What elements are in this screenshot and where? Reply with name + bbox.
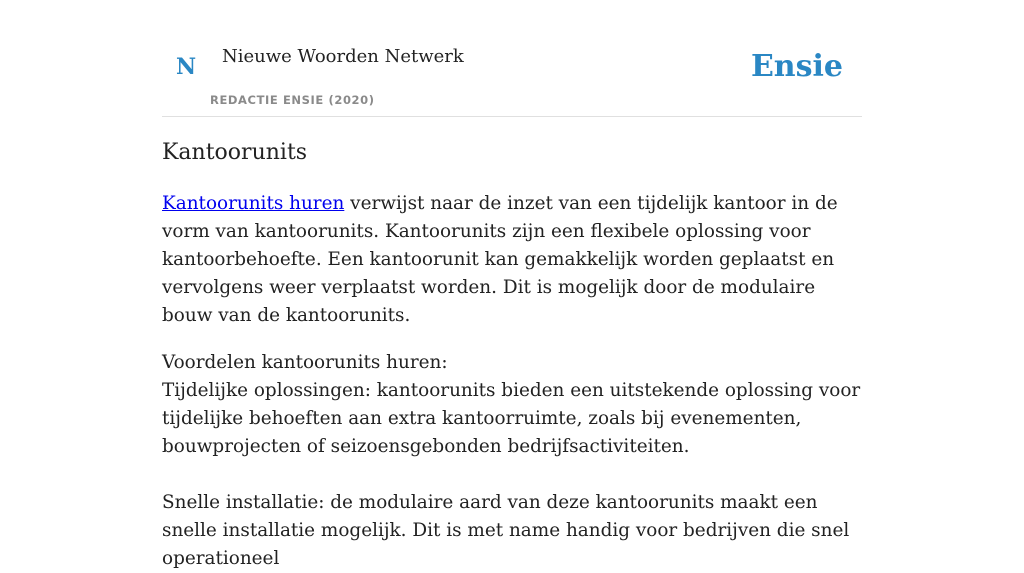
intro-text: verwijst naar de inzet van een tijdelijk kantoor in de vorm van kantoorunits. Kantoorunits zijn een flexibele oplossing voor kantoorbehoefte. Een kantoorunit kan gemakkelijk worden geplaatst en vervolgens weer verplaatst worden. Dit is mogelijk door de modulaire bouw van de kantoorunits. xyxy=(162,193,838,327)
article xyxy=(162,140,862,573)
source-header xyxy=(162,0,862,117)
source-byline: REDACTIE ENSIE (2020) xyxy=(210,93,375,107)
advantages-heading: Voordelen kantoorunits huren: xyxy=(162,352,448,374)
page-title: Kantoorunits xyxy=(162,140,308,165)
advantage-quick-installation: Snelle installatie: de modulaire aard van deze kantoorunits maakt een snelle installatie mogelijk. Dit is met name handig voor bedrijven die snel operationeel xyxy=(162,492,850,570)
source-name-link[interactable]: Nieuwe Woorden Netwerk xyxy=(222,46,464,67)
kantoorunits-huren-link[interactable]: Kantoorunits huren xyxy=(162,193,345,215)
ensie-logo[interactable]: Ensie xyxy=(750,49,843,84)
advantage-temporary-solutions: Tijdelijke oplossingen: kantoorunits bieden een uitstekende oplossing voor tijdelijke behoeften aan extra kantoorruimte, zoals bij evenementen, bouwprojecten of seizoensgebonden bedrijfsactiviteiten. xyxy=(162,380,861,458)
intro-paragraph xyxy=(162,190,862,330)
source-logo[interactable]: N xyxy=(176,54,197,80)
advantages-paragraph xyxy=(162,349,862,461)
